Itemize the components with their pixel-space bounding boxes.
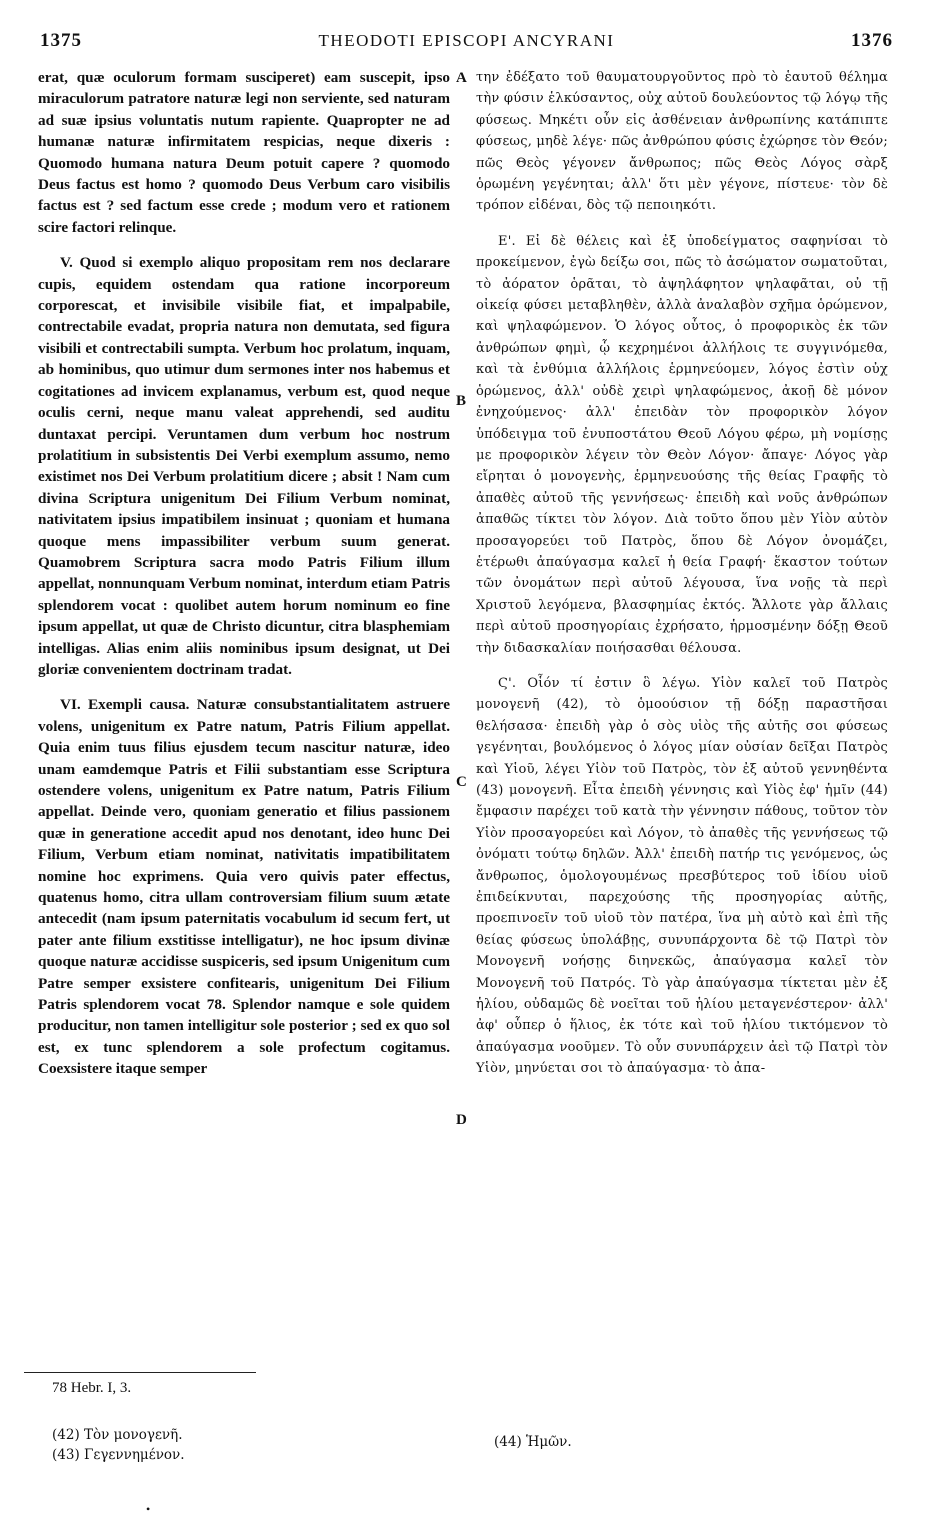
- section-marker-d: D: [456, 1112, 467, 1128]
- scripture-footnote: 78 Hebr. I, 3.: [52, 1380, 132, 1396]
- latin-paragraph: VI. Exempli causa. Naturæ consubstantialitatem astruere volens, unigenitum ex Patre natum, Patris Filium appellat. Quia enim tuus filius ejusdem tecum nascitur naturæ, ideo unam eamdemque Patris et Filii substantiam esse Scriptura ostendere volens, unigenitum ex Patre natum, Patris Filium appellat. Deinde vero, quoniam generatio et filius passionem quæ in generatione accedit apud nos denotant, ideo hunc Dei Filium, Verbum etiam nominat, nativitatis impatibilitatem nomine hoc exprimens. Quia vero quivis pater effectus, quatenus homo, citra ullam controversiam filium suum ætate antecedit (nam ipsum paternitatis vocabulum id secum fert, ut pater ante filium exstitisse intelligatur), ne hoc ipsum divinæ quoque naturæ accidisse suspiceris, sed ipsum Unigenitum cum Patre semper exsistere confitearis, unigenitum Dei Filium Patris splendorem vocat 78. Splendor namque e sole quidem producitur, non tamen intelligitur sole posterior ; sed ex quo sol est, ex tunc splendorem a sole profectum cogitamus. Coexsistere itaque semper: [38, 696, 450, 1078]
- footnote-rule: [24, 1372, 256, 1373]
- running-title: THEODOTI EPISCOPI ANCYRANI: [318, 31, 615, 50]
- bottom-mark: •: [146, 1502, 151, 1516]
- greek-paragraph: Ε'. Εἰ δὲ θέλεις καὶ ἐξ ὑποδείγματος σαφηνίσαι τὸ προκείμενον, ἐγὼ δείξω σοι, πῶς τὸ ἀσώματον σωματοῦται, τὸ ἀόρατον ὁρᾶται, τὸ ἀψηλάφητον ψηλαφᾶται, οὐ τῇ οἰκείᾳ φύσει μεταβληθὲν, ἀλλὰ ἀναλαβὸν σχῆμα ὁρώμενον, καὶ ψηλαφώμενον. Ὁ λόγος οὗτος, ὁ προφορικὸς ἐκ τῶν ἀνθρώπων φημὶ, ᾧ κεχρημένοι ἀλλήλοις τε συγγινόμεθα, καὶ τὰ ἐνθύμια ἀλλήλοις ἑρμηνεύομεν, λόγος ἐστὶν οὐχ ὁρώμενος, ἀλλ' οὐδὲ χειρὶ ψηλαφώμενος, ἀκοῇ δὲ μόνον ἐνηχούμενος· ἀλλ' ἐπειδὰν τὸν προφορικὸν λόγον ὑπόδειγμα τοῦ ἐνυποστάτου Θεοῦ Λόγου φέρω, μὴ νομίσῃς με προφορικὸν λέγειν τὸν Θεὸν Λόγον· ἄπαγε· Λόγος γὰρ εἴρηται ὁ μονογενὴς, ἑρμηνευούσης τῆς θείας Γραφῆς τὸ ἀπαθὲς αὐτοῦ τῆς γεννήσεως· ἐπειδὴ καὶ νοῦς ἀνθρώπων ἀπαθῶς τίκτει τὸν λόγον. Διὰ τοῦτο ὅπου μὲν Υἱὸν αὐτὸν προσαγορεύει τοῦ Πατρὸς, ὅπου δὲ Λόγον ὀνομάζει, ἑτέρωθι ἀπαύγασμα καλεῖ ἡ θεία Γραφή· ἕκαστον τούτων τῶν ὀνομάτων περὶ αὐτοῦ λέγουσα, ἵνα νοῇς τὰ περὶ Χριστοῦ λεγόμενα, βλασφημίας ἐκτός. Ἄλλοτε γὰρ ἄλλαις περὶ αὐτοῦ προσηγορίαις ἐχρήσατο, ἡρμοσμένην δόξῃ Θεοῦ τὴν διδασκαλίαν ποιήσασθαι θέλουσα.: [476, 233, 888, 656]
- page-number-right: 1376: [851, 30, 893, 51]
- latin-column: [38, 67, 450, 1094]
- greek-paragraph: την ἐδέξατο τοῦ θαυματουργοῦντος πρὸ τὸ ἑαυτοῦ θέλημα τὴν φύσιν ἑλκύσαντος, οὐχ αὐτοῦ δουλεύοντος τῷ λόγῳ τῆς φύσεως. Μηκέτι οὖν εἰς ἀσθένειαν ἀνθρωπίνης κατάπιπτε φύσεως, μηδὲ λέγε· πῶς ἀνθρώπου φύσις ἐχώρησε τὸν Θεόν; πῶς Θεὸς γέγονεν ἄνθρωπος; πῶς Θεὸς Λόγος σὰρξ ὁρωμένη γεγένηται; ἀλλ' ὅτι μὲν γέγονε, πίστευε· τὸν δὲ τρόπον εἰδέναι, δὸς τῷ πεποιηκότι.: [476, 70, 888, 214]
- section-marker-c: C: [456, 774, 467, 790]
- greek-paragraph: Ϛ'. Οἷόν τί ἐστιν ὃ λέγω. Υἱὸν καλεῖ τοῦ Πατρὸς μονογενῆ (42), τὸ ὁμοούσιον τῇ δόξῃ παραστῆσαι θελήσασα· ἐπειδὴ γὰρ ὁ σὸς υἱὸς τῆς αὐτῆς σοι φύσεως γεγένηται, βουλόμενος ὁ λόγος μίαν οὐσίαν δεῖξαι Πατρὸς καὶ Υἱοῦ, λέγει Υἱὸν τοῦ Πατρὸς, τὸν ἐξ αὐτοῦ γεννηθέντα (43) μονογενῆ. Εἶτα ἐπειδὴ γέννησις καὶ Υἱὸς ἐφ' ἡμῖν (44) ἔμφασιν παρέχει τοῦ κατὰ τὴν γέννησιν πάθους, τοῦτον τὸν Υἱὸν προσαγορεύει καὶ Λόγον, τὸ ἀπαθὲς τῆς γεννήσεως τῷ ὀνόματι τούτῳ δηλῶν. Ἀλλ' ἐπειδὴ πατήρ τις γενόμενος, ὡς ἄνθρωπος, ὁμολογουμένως πρεσβύτερος τοῦ ἰδίου υἱοῦ ἐπιδείκνυται, παρεχούσης τῆς προσηγορίας αὐτῆς, προεπινοεῖν τοῦ υἱοῦ τὸν πατέρα, ἵνα μὴ αὐτὸ καὶ ἐπὶ τῆς θείας φύσεως ὑπολάβῃς, συνυπάρχοντα δὲ τῷ Πατρὶ τὸν Μονογενῆ νοήσῃς διηνεκῶς, ἀπαύγασμα καλεῖ τὸν Μονογενῆ τοῦ Πατρός. Τὸ γὰρ ἀπαύγασμα τίκτεται μὲν ἐξ ἡλίου, οὐδαμῶς δὲ νοεῖται τοῦ ἡλίου μεταγενέστερον· ἀλλ' ἀφ' οὗπερ ὁ ἥλιος, ἐκ τότε καὶ τοῦ ἡλίου τικτόμενον τὸ ἀπαύγασμα νοοῦμεν. Τὸ οὖν συνυπάρχειν ἀεὶ τῷ Πατρὶ τὸν Υἱὸν, μηνύεται σοι τὸ ἀπαύγασμα· τὸ ἀπα-: [476, 675, 888, 1077]
- section-marker-a: A: [456, 70, 467, 86]
- textual-note-44: (44) Ἡμῶν.: [494, 1434, 572, 1450]
- section-marker-b: B: [456, 393, 467, 409]
- page-number-left: 1375: [40, 30, 82, 51]
- textual-note-42: (42) Τὸν μονογενῆ.: [52, 1427, 183, 1443]
- latin-paragraph: erat, quæ oculorum formam susciperet) eam suscepit, ipso miraculorum patratore naturæ legi non serviente, sed naturam ad suæ ipsius voluntatis nutum rapiente. Quapropter ne ad humanæ naturæ infirmitatem respicias, neque dixeris : Quomodo humana natura Deum potuit capere ? quomodo Deus factus est homo ? quomodo Deus Verbum caro visibilis factus est ? sed factum esse crede ; modum vero et rationem scire factori relinque.: [38, 69, 450, 236]
- greek-column: [476, 67, 888, 1094]
- page-header: [40, 30, 893, 60]
- latin-paragraph: V. Quod si exemplo aliquo propositam rem nos declarare cupis, equidem ostendam qua ratione incorporeum corporescat, et invisibile visibile fiat, et impalpabile, contrectabile evadat, propria natura non demutata, sed figura visibili et contrectabili sumpta. Verbum hoc prolatum, inquam, ab hominibus, quo utimur dum sermones inter nos habemus et cogitationes ad invicem explanamus, verbum est, quod neque oculis cerni, neque manu valeat apprehendi, sed auditu duntaxat percipi. Veruntamen dum verbum hoc nostrum prolatitium in subsistentis Dei Verbi exemplum assumo, nemo existimet nos Dei Verbum prolatitium dicere ; absit ! Nam cum divina Scriptura unigenitum Dei Filium Verbum nominat, nativitatem ipsius impatibilem insinuat ; quoniam et humana quoque mens impassibiliter verbum suum generat. Quamobrem Scriptura sacra modo Patris Filium illum appellat, nonnunquam Verbum nominat, interdum etiam Patris splendorem vocat : quolibet autem horum nominum eo fine ipsum appellat, ut quæ de Christo dicuntur, citra blasphemiam intelligas. Alias enim aliis nominibus ipsum designat, ut Dei gloriæ convenientem doctrinam tradat.: [38, 254, 450, 678]
- textual-note-43: (43) Γεγεννημένον.: [52, 1447, 185, 1463]
